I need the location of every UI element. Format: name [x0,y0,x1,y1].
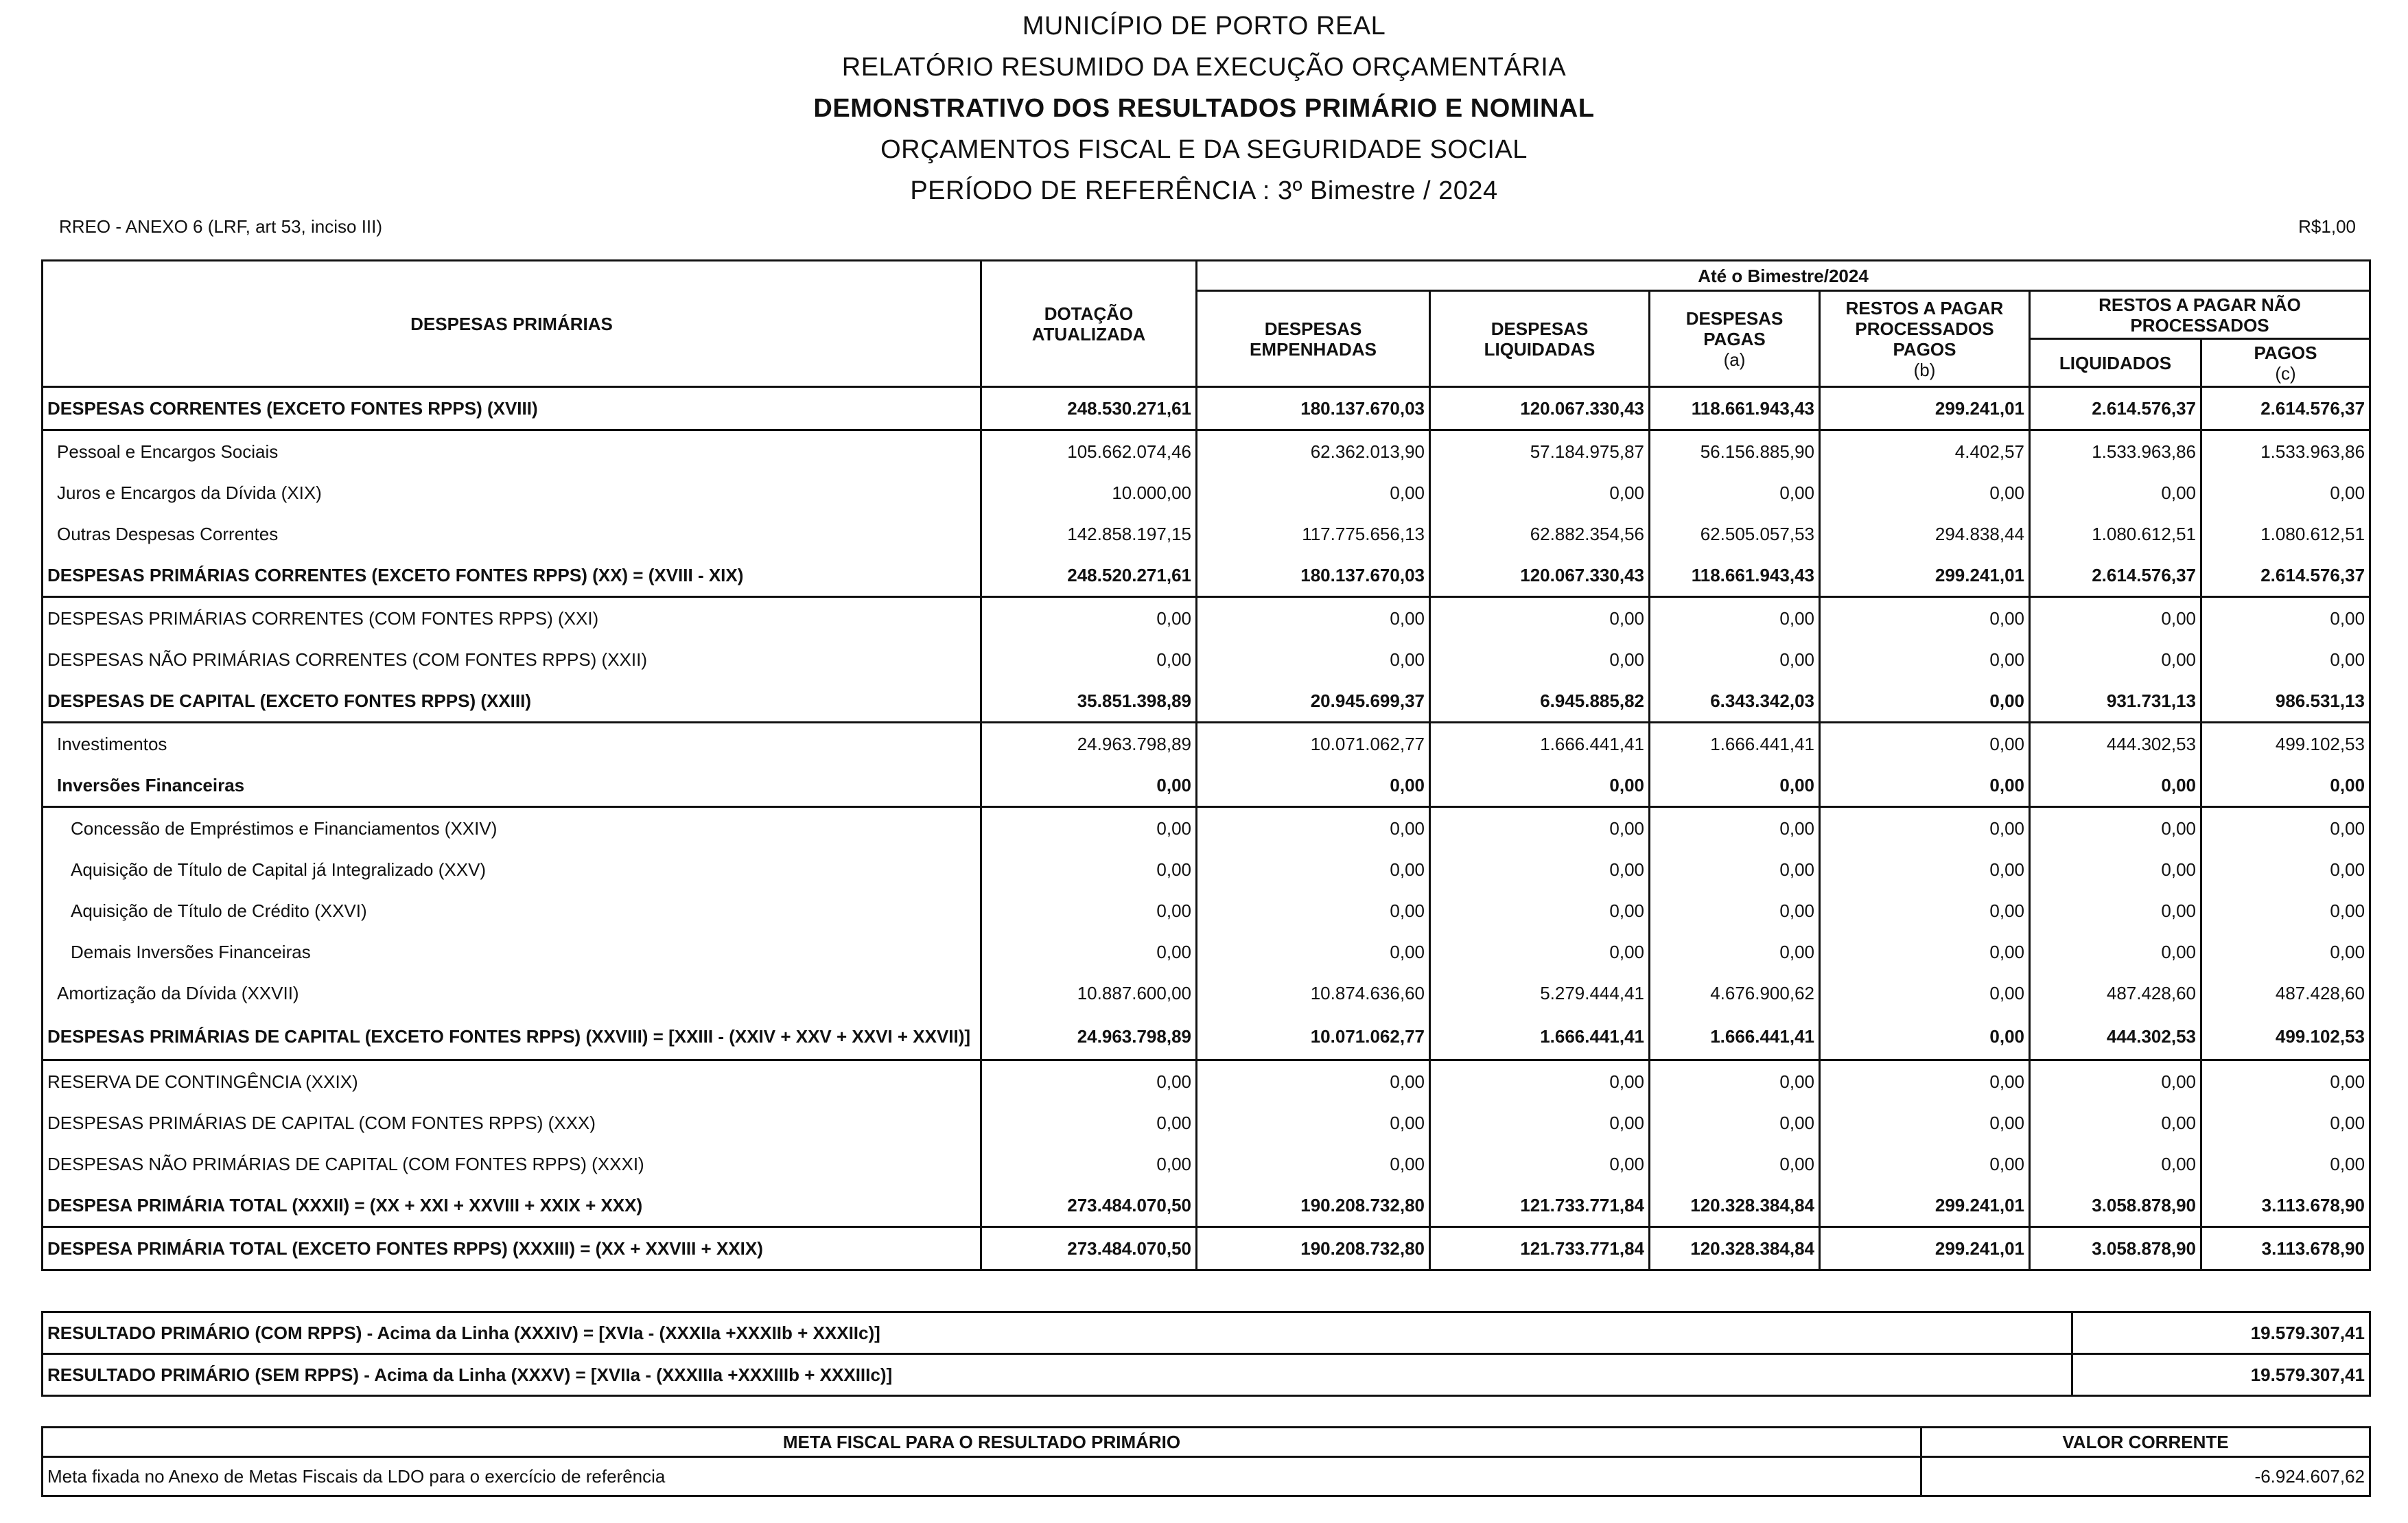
row-value: 1.533.963,86 [2201,430,2370,473]
table-row [43,1185,2370,1227]
row-value: 0,00 [1430,849,1650,890]
row-value: 117.775.656,13 [1197,513,1430,555]
row-value: 118.661.943,43 [1650,387,1820,430]
row-label: Juros e Encargos da Dívida (XIX) [43,472,981,513]
row-value: 1.080.612,51 [2201,513,2370,555]
row-label: Aquisição de Título de Crédito (XXVI) [43,890,981,931]
row-value: 10.071.062,77 [1197,723,1430,765]
row-value: 499.102,53 [2201,723,2370,765]
meta-header-label: META FISCAL PARA O RESULTADO PRIMÁRIO [43,1428,1921,1457]
col-restos-processados: RESTOS A PAGAR PROCESSADOS PAGOS (b) [1820,291,2030,387]
table-row [43,387,2370,430]
result-row-sem-rpps [43,1354,2370,1396]
table-row [43,472,2370,513]
row-value: 10.071.062,77 [1197,1014,1430,1060]
table-row [43,430,2370,473]
row-value: 62.882.354,56 [1430,513,1650,555]
row-value: 2.614.576,37 [2030,555,2201,597]
row-label: Demais Inversões Financeiras [43,931,981,973]
row-value: 0,00 [2201,807,2370,850]
row-value: 4.402,57 [1820,430,2030,473]
table-row [43,639,2370,680]
row-value: 121.733.771,84 [1430,1185,1650,1227]
reference-period: PERÍODO DE REFERÊNCIA : 3º Bimestre / 2024 [910,176,1498,205]
table-row [43,513,2370,555]
row-value: 299.241,01 [1820,1227,2030,1270]
row-value: 10.874.636,60 [1197,973,1430,1014]
row-value: 299.241,01 [1820,555,2030,597]
row-value: 0,00 [2030,931,2201,973]
row-value: 0,00 [1197,1102,1430,1143]
row-value: 57.184.975,87 [1430,430,1650,473]
row-value: 121.733.771,84 [1430,1227,1650,1270]
row-value: 10.000,00 [981,472,1197,513]
row-value: 0,00 [1430,472,1650,513]
row-value: 487.428,60 [2201,973,2370,1014]
row-value: 0,00 [1820,849,2030,890]
primary-expenses-table [41,259,2371,1271]
table-row [43,1227,2370,1270]
row-value: 0,00 [1650,849,1820,890]
table-row [43,1143,2370,1185]
row-value: 0,00 [1430,639,1650,680]
row-value: 120.328.384,84 [1650,1227,1820,1270]
row-value: 0,00 [1430,765,1650,807]
row-value: 0,00 [2030,890,2201,931]
row-value: 299.241,01 [1820,1185,2030,1227]
row-value: 0,00 [1820,723,2030,765]
row-value: 1.666.441,41 [1650,723,1820,765]
table-row [43,555,2370,597]
row-value: 0,00 [2030,597,2201,640]
row-value: 0,00 [1430,597,1650,640]
row-value: 0,00 [2201,472,2370,513]
table-row [43,723,2370,765]
row-value: 0,00 [1197,931,1430,973]
row-value: 2.614.576,37 [2201,555,2370,597]
row-value: 190.208.732,80 [1197,1227,1430,1270]
col-despesas-pagas: DESPESAS PAGAS (a) [1650,291,1820,387]
row-value: 0,00 [1650,1060,1820,1103]
row-value: 0,00 [1820,1060,2030,1103]
row-value: 3.113.678,90 [2201,1227,2370,1270]
row-value: 0,00 [1820,1014,2030,1060]
row-label: DESPESAS PRIMÁRIAS DE CAPITAL (COM FONTES RPPS) (XXX) [43,1102,981,1143]
row-value: 180.137.670,03 [1197,555,1430,597]
row-value: 0,00 [2030,1060,2201,1103]
row-value: 0,00 [1430,931,1650,973]
row-value: 118.661.943,43 [1650,555,1820,597]
row-value: 248.530.271,61 [981,387,1197,430]
meta-value: -6.924.607,62 [1921,1457,2370,1496]
row-value: 0,00 [2030,807,2201,850]
result-value: 19.579.307,41 [2072,1354,2370,1396]
table-row [43,890,2370,931]
annex-reference: RREO - ANEXO 6 (LRF, art 53, inciso III) [59,216,383,237]
table-row [43,807,2370,850]
col-group-ate-bimestre: Até o Bimestre/2024 [1197,261,2370,291]
row-value: 0,00 [1197,639,1430,680]
row-value: 120.328.384,84 [1650,1185,1820,1227]
col-despesas-liquidadas: DESPESAS LIQUIDADAS [1430,291,1650,387]
fiscal-target-table [41,1426,2371,1497]
row-label: DESPESAS NÃO PRIMÁRIAS DE CAPITAL (COM FONTES RPPS) (XXXI) [43,1143,981,1185]
row-label: DESPESA PRIMÁRIA TOTAL (EXCETO FONTES RPPS) (XXXIII) = (XX + XXVIII + XXIX) [43,1227,981,1270]
row-value: 986.531,13 [2201,680,2370,723]
municipality-title: MUNICÍPIO DE PORTO REAL [1022,12,1386,40]
row-value: 0,00 [981,765,1197,807]
result-label: RESULTADO PRIMÁRIO (SEM RPPS) - Acima da Linha (XXXV) = [XVIIa - (XXXIIIa +XXXIIIb + XXXIIIc)] [43,1354,2072,1396]
row-label: DESPESAS PRIMÁRIAS CORRENTES (EXCETO FONTES RPPS) (XX) = (XVIII - XIX) [43,555,981,597]
row-value: 2.614.576,37 [2201,387,2370,430]
col-despesas-empenhadas: DESPESAS EMPENHADAS [1197,291,1430,387]
table-row [43,597,2370,640]
row-label: Amortização da Dívida (XXVII) [43,973,981,1014]
row-value: 0,00 [1650,472,1820,513]
table-row [43,1102,2370,1143]
row-value: 0,00 [981,807,1197,850]
row-value: 0,00 [1197,890,1430,931]
row-value: 62.362.013,90 [1197,430,1430,473]
row-value: 20.945.699,37 [1197,680,1430,723]
row-value: 0,00 [1650,931,1820,973]
row-value: 24.963.798,89 [981,723,1197,765]
row-value: 0,00 [1430,807,1650,850]
row-value: 3.058.878,90 [2030,1227,2201,1270]
row-value: 0,00 [2030,472,2201,513]
row-value: 0,00 [1650,1143,1820,1185]
row-value: 0,00 [1820,1143,2030,1185]
row-value: 142.858.197,15 [981,513,1197,555]
row-value: 0,00 [1650,765,1820,807]
col-rp-liquidados: LIQUIDADOS [2030,339,2201,387]
row-value: 0,00 [1197,807,1430,850]
table-row [43,765,2370,807]
currency-unit: R$1,00 [2298,216,2356,237]
row-value: 0,00 [2201,931,2370,973]
row-value: 3.113.678,90 [2201,1185,2370,1227]
table-row [43,1014,2370,1060]
row-value: 0,00 [981,1102,1197,1143]
row-value: 0,00 [2201,849,2370,890]
row-value: 931.731,13 [2030,680,2201,723]
table-row [43,680,2370,723]
meta-header-value: VALOR CORRENTE [1921,1428,2370,1457]
row-value: 0,00 [981,890,1197,931]
row-value: 0,00 [1197,1060,1430,1103]
row-value: 1.666.441,41 [1650,1014,1820,1060]
row-value: 1.533.963,86 [2030,430,2201,473]
row-value: 35.851.398,89 [981,680,1197,723]
row-value: 299.241,01 [1820,387,2030,430]
row-value: 0,00 [981,931,1197,973]
row-value: 6.343.342,03 [1650,680,1820,723]
primary-result-table [41,1311,2371,1397]
row-value: 3.058.878,90 [2030,1185,2201,1227]
row-value: 1.666.441,41 [1430,1014,1650,1060]
row-value: 105.662.074,46 [981,430,1197,473]
row-value: 0,00 [1820,807,2030,850]
meta-label: Meta fixada no Anexo de Metas Fiscais da LDO para o exercício de referência [43,1457,1921,1496]
row-value: 24.963.798,89 [981,1014,1197,1060]
row-value: 0,00 [1820,1102,2030,1143]
row-value: 0,00 [981,849,1197,890]
row-value: 0,00 [2030,1102,2201,1143]
row-value: 0,00 [1197,597,1430,640]
row-value: 0,00 [1650,1102,1820,1143]
row-value: 62.505.057,53 [1650,513,1820,555]
row-value: 0,00 [1820,680,2030,723]
row-value: 0,00 [1430,1102,1650,1143]
col-group-restos-nao-processados: RESTOS A PAGAR NÃO PROCESSADOS [2030,291,2370,339]
row-value: 0,00 [1820,765,2030,807]
row-label: Concessão de Empréstimos e Financiamentos (XXIV) [43,807,981,850]
row-value: 5.279.444,41 [1430,973,1650,1014]
row-value: 0,00 [1650,639,1820,680]
row-label: DESPESAS CORRENTES (EXCETO FONTES RPPS) (XVIII) [43,387,981,430]
row-value: 0,00 [1820,890,2030,931]
row-value: 0,00 [1820,639,2030,680]
row-value: 4.676.900,62 [1650,973,1820,1014]
row-value: 1.666.441,41 [1430,723,1650,765]
row-value: 0,00 [2030,1143,2201,1185]
row-value: 120.067.330,43 [1430,387,1650,430]
report-title: RELATÓRIO RESUMIDO DA EXECUÇÃO ORÇAMENTÁRIA [841,53,1567,82]
row-value: 180.137.670,03 [1197,387,1430,430]
row-label: Aquisição de Título de Capital já Integralizado (XXV) [43,849,981,890]
row-value: 0,00 [2201,890,2370,931]
table-row [43,849,2370,890]
row-value: 0,00 [981,1060,1197,1103]
row-value: 0,00 [1650,597,1820,640]
col-dotacao-atualizada: DOTAÇÃO ATUALIZADA [981,261,1197,387]
row-value: 10.887.600,00 [981,973,1197,1014]
row-value: 0,00 [2030,765,2201,807]
row-label: Outras Despesas Correntes [43,513,981,555]
result-label: RESULTADO PRIMÁRIO (COM RPPS) - Acima da Linha (XXXIV) = [XVIa - (XXXIIa +XXXIIb + XXXIIc)] [43,1312,2072,1354]
row-value: 0,00 [2201,1143,2370,1185]
row-value: 0,00 [2201,639,2370,680]
row-value: 0,00 [1197,472,1430,513]
row-value: 0,00 [1820,472,2030,513]
row-label: Inversões Financeiras [43,765,981,807]
row-value: 0,00 [1820,931,2030,973]
row-value: 0,00 [1197,1143,1430,1185]
row-value: 294.838,44 [1820,513,2030,555]
row-value: 0,00 [2030,639,2201,680]
row-label: RESERVA DE CONTINGÊNCIA (XXIX) [43,1060,981,1103]
row-value: 0,00 [2030,849,2201,890]
row-value: 56.156.885,90 [1650,430,1820,473]
row-value: 0,00 [2201,1060,2370,1103]
result-row-com-rpps [43,1312,2370,1354]
row-value: 0,00 [1820,973,2030,1014]
col-rp-pagos: PAGOS (c) [2201,339,2370,387]
row-value: 0,00 [1650,807,1820,850]
row-label: DESPESAS NÃO PRIMÁRIAS CORRENTES (COM FONTES RPPS) (XXII) [43,639,981,680]
row-label: DESPESAS PRIMÁRIAS DE CAPITAL (EXCETO FONTES RPPS) (XXVIII) = [XXIII - (XXIV + XXV + XXVI + XXVII)] [43,1014,981,1060]
row-value: 444.302,53 [2030,723,2201,765]
row-value: 190.208.732,80 [1197,1185,1430,1227]
row-value: 0,00 [981,1143,1197,1185]
col-despesas-primarias: DESPESAS PRIMÁRIAS [43,261,981,387]
row-value: 0,00 [1650,890,1820,931]
row-value: 0,00 [1430,890,1650,931]
budget-scope: ORÇAMENTOS FISCAL E DA SEGURIDADE SOCIAL [880,135,1528,164]
row-value: 0,00 [1820,597,2030,640]
row-value: 487.428,60 [2030,973,2201,1014]
row-value: 1.080.612,51 [2030,513,2201,555]
row-value: 0,00 [981,639,1197,680]
row-value: 273.484.070,50 [981,1185,1197,1227]
statement-title: DEMONSTRATIVO DOS RESULTADOS PRIMÁRIO E NOMINAL [813,94,1595,123]
row-value: 2.614.576,37 [2030,387,2201,430]
row-value: 0,00 [1430,1060,1650,1103]
row-value: 444.302,53 [2030,1014,2201,1060]
row-label: DESPESA PRIMÁRIA TOTAL (XXXII) = (XX + XXI + XXVIII + XXIX + XXX) [43,1185,981,1227]
row-value: 0,00 [1197,849,1430,890]
row-value: 0,00 [1197,765,1430,807]
row-value: 0,00 [2201,1102,2370,1143]
row-label: DESPESAS PRIMÁRIAS CORRENTES (COM FONTES RPPS) (XXI) [43,597,981,640]
row-label: Pessoal e Encargos Sociais [43,430,981,473]
row-value: 0,00 [2201,765,2370,807]
row-label: DESPESAS DE CAPITAL (EXCETO FONTES RPPS) (XXIII) [43,680,981,723]
row-value: 0,00 [1430,1143,1650,1185]
table-row [43,1060,2370,1103]
result-value: 19.579.307,41 [2072,1312,2370,1354]
table-row [43,973,2370,1014]
row-value: 0,00 [981,597,1197,640]
row-value: 248.520.271,61 [981,555,1197,597]
row-label: Investimentos [43,723,981,765]
row-value: 273.484.070,50 [981,1227,1197,1270]
row-value: 499.102,53 [2201,1014,2370,1060]
row-value: 6.945.885,82 [1430,680,1650,723]
row-value: 0,00 [2201,597,2370,640]
table-row [43,931,2370,973]
row-value: 120.067.330,43 [1430,555,1650,597]
